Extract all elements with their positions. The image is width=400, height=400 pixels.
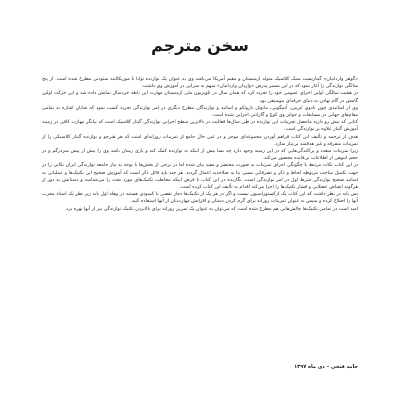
paragraph-7: در این کتاب نکات مرتبط با چگونگی اجرای تمرینات به صورت مختصر و مفید بیان شده اما در برخی از بخش‌ها با توجه به نیاز جامعه نوازندگی ایران نکاتی را در جهت تکمیل مباحث مربوطه لحاظ و ذکر و تصرفاتی نسبی بنا به صلاحدید اعمال گردید. هر چند باید قائل ذکر است که آموزش صحیح این تکنیک‌ها و عملیاتی به اساتید صحیح نوازندگی شرط اول در امر نوازندگی است. نگارنده در این کتاب با فرض اینکه مخاطب تکنیک‌های مورد بحث را می‌شناسد و دستانش به دور از هرگونه انقباض عضلانی و فشار تکنیک‌ها را اجرا می‌کند اقدام به تألیف این کتاب کرده است. — [42, 163, 358, 191]
paragraph-9: امید است در تمامی تکنیک‌ها چالش‌هایی هم مطرح شده است که می‌توان به عنوان یک تمرین روزانه برای بالابردن تکنیک نوازندگی نیز از آنها بهره برد. — [64, 206, 358, 212]
paragraph-6: زیرا تمرینات متعدد و پراکندگی‌هایی که در این زمینه وجود دارد چه بسا بیش از اینکه به نوازنده کمک کند و یاری رسان باشد وی را بیش از پیش سردرگم و در حجم انبوهی از اطلاعات بی‌فایده محصور می‌کند. — [42, 149, 358, 162]
paragraph-1: «گوهر واردانیان» گیتاریست سبک کلاسیک متولد ارمنستان و مقیم آمریکا می‌باشد وی به عنوان یک نوازنده توانا با موزیکالیته ستودنی مطرح شده است. از پنج سالگی نوازندگی را آغاز نمود که در این مسیر پدرش «واردان واردانیان» سهم به سزایی در آموزش وی داشت. — [42, 77, 358, 90]
paragraph-3: وی از اساتیدی چون نادوی ایزبین، آنتیگونی، مانوئل باروئکو و اساتید و نوازندگان مطرح دیگری در امر نوازندگی تجربه کسب نمود که شایان اشاره به تمامی مقام‌های جهانی در مسابقات و جوایز وی کوچ و گارانتی اجرایی شده است. — [42, 105, 358, 119]
translator-signature: حامد فتحی – دی ماه ۱۳۹۷ — [294, 364, 358, 370]
paragraph-4: کتابی که بیش رو دارید ماحصل تجربیات این نوازنده در طی سال‌ها فعالیت در بالاترین سطح اجرایی نوازندگی گیتار کلاسیک است که بیانگر مهارت کافی در زمینه آموزش گیتار علاوه بر نوازندگی است. — [42, 120, 358, 133]
paragraph-8: پس باید در نظر داشت که این کتاب یک ارکستوراسیون نیست و اگر در هر یک از تکنیک‌ها دچار نقصی یا کمبودی هستید در وهله اول باید زیر نظر یک استاد مجرب آنها را اصلاح کرده و سپس به عنوان تمرینات روزانه برای گرم کردن دستان و افزایش مهارت‌تان از آنها استفاده کنید. — [42, 192, 358, 205]
translator-note-body — [42, 76, 358, 213]
page-title: سخن مترجم — [151, 36, 249, 55]
paragraph-5: هدف از ترجمه و تألیف این کتاب فراهم آوردن مجموعه‌ای موجز و در عین حال جامع از تمرینات روزانه‌ای است که هر هنرجو و نوازنده گیتار کلاسیکی را از تمرینات متفرقه و غیر هدفمند بی‌نیاز سازد. — [42, 134, 358, 147]
paragraph-2: در هشت سالگی اولین اجرای عمومی خود را تجربه کرد که همان سال در تلویزیون ملی ارمنستان مهارت این نابغه خردسال نمایش داده شد و این حرکت اولین گامش در گام نهادن به دنیای حرفه‌ای موسیقی بود. — [42, 91, 358, 104]
